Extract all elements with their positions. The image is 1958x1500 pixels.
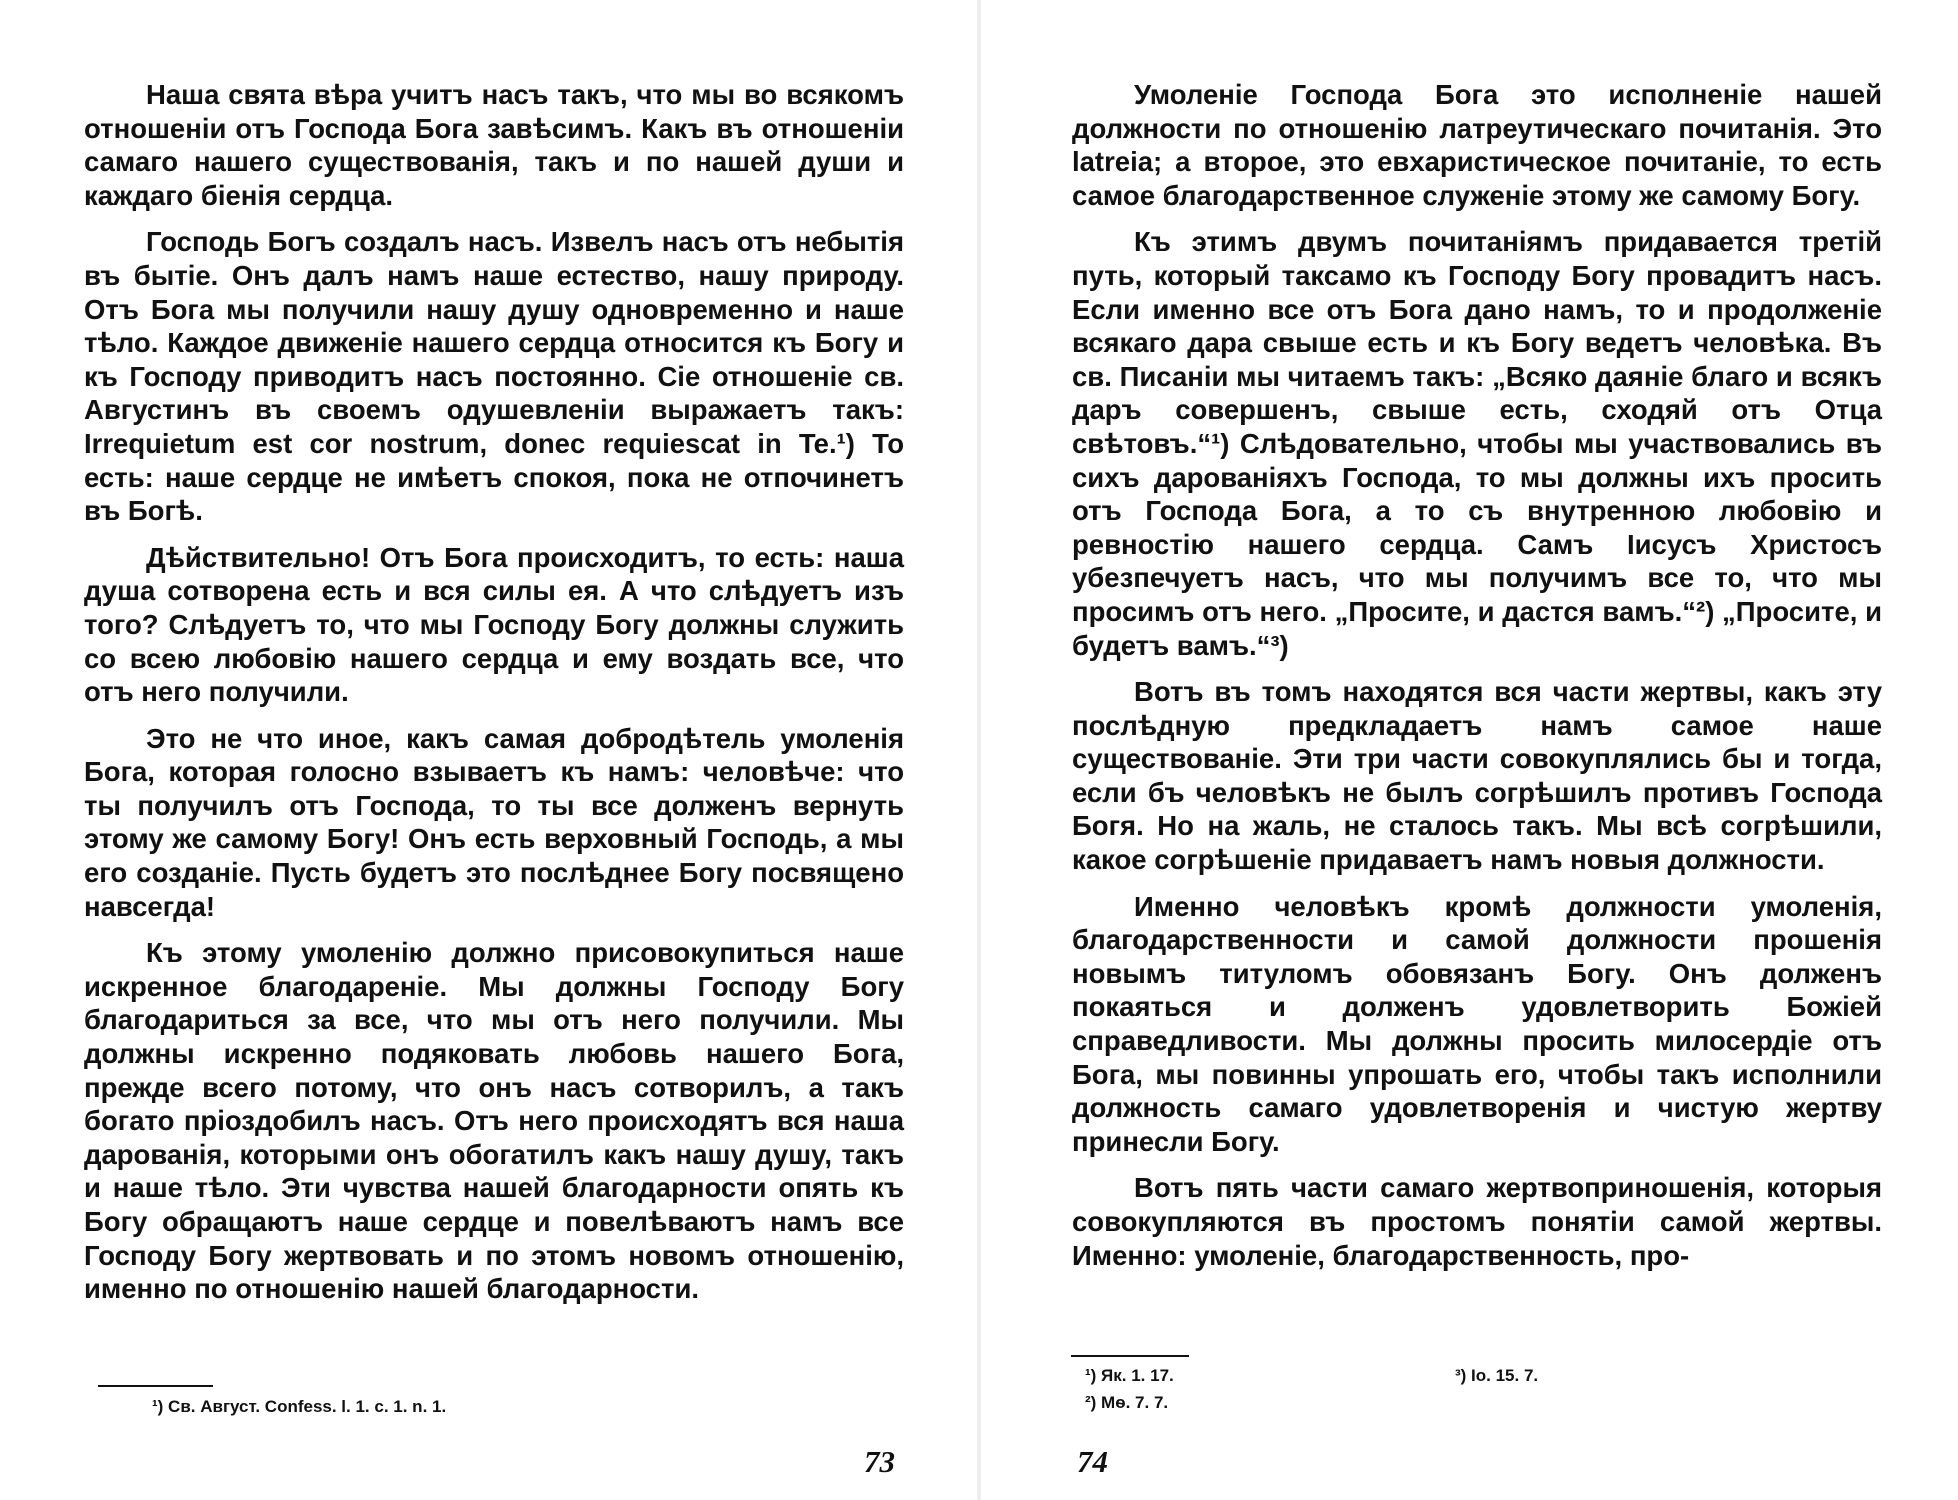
paragraph: Это не что иное, какъ самая добродѣтель умоленія Бога, которая голосно взываетъ къ намъ: человѣче: что ты получилъ отъ Господа, то ты все долженъ вернуть этому же самому Богу! Онъ есть верховный Господь, а мы его созданіе. Пусть будетъ это послѣднее Богу посвящено навсегда! xyxy=(84,722,904,922)
footnote-divider xyxy=(1071,1355,1189,1357)
page-number: 74 xyxy=(1077,1444,1108,1479)
footnote-area xyxy=(152,1393,446,1420)
paragraph: Умоленіе Господа Бога это исполненіе нашей должности по отношенію латреутическаго почитанія. Это latreia; а второе, это евхаристическое почитаніе, то есть самое благодарственное служеніе этому же самому Богу. xyxy=(1072,79,1882,211)
paragraph: Къ этому умоленію должно присовокупиться наше искренное благодареніе. Мы должны Господу Богу благодариться за все, что мы отъ него получили. Мы должны искренно подяковать любовь нашего Бога, прежде всего потому, что онъ насъ сотворилъ, а такъ богато пріоздобилъ насъ. Отъ него происходятъ вся наша дарованія, которыми онъ обогатилъ какъ нашу душу, такъ и наше тѣло. Эти чувства нашей благодарности опять къ Богу обращаютъ наше сердце и повелѣваютъ намъ все Господу Богу жертвовать и по этомъ новомъ отношенію, именно по отношенію нашей благодарности. xyxy=(84,937,904,1305)
left-page-body xyxy=(84,78,904,1319)
footnote-row xyxy=(1085,1362,1645,1389)
footnote-area xyxy=(1085,1362,1645,1416)
right-page xyxy=(979,0,1958,1500)
paragraph: Дѣйствительно! Отъ Бога происходитъ, то есть: наша душа сотворена есть и вся силы ея. А что слѣдуетъ изъ того? Слѣдуетъ то, что мы Господу Богу должны служить со всею любовію нашего сердца и ему воздать все, что отъ него получили. xyxy=(84,541,904,708)
paragraph: Къ этимъ двумъ почитаніямъ придавается третій путь, который таксамо къ Господу Богу провадитъ насъ. Если именно все отъ Бога дано намъ, то и продолженіе всякаго дара свыше есть и къ Богу ведетъ человѣка. Въ св. Писаніи мы читаемъ такъ: „Всяко даяніе благо и всякъ даръ совершенъ, свыше есть, сходяй отъ Отца свѣтовъ.“¹) Слѣдовательно, чтобы мы участвовались въ сихъ дарованіяхъ Господа, то мы должны ихъ просить отъ Господа Бога, а то съ внутренною любовію и ревностію нашего сердца. Самъ Іисусъ Христосъ убезпечуетъ насъ, что мы получимъ все то, что мы просимъ отъ него. „Просите, и дастся вамъ.“²) „Просите, и будетъ вамъ.“³) xyxy=(1072,226,1882,661)
footnote-row xyxy=(1085,1389,1645,1416)
paragraph: Именно человѣкъ кромѣ должности умоленія, благодарственности и самой должности прошенія новымъ титуломъ обовязанъ Богу. Онъ долженъ покаяться и долженъ удовлетворить Божіей справедливости. Мы должны просить милосердіе отъ Бога, мы повинны упрошать его, чтобы такъ исполнили должность самаго удовлетворенія и чистую жертву принесли Богу. xyxy=(1072,890,1882,1157)
right-page-body xyxy=(1072,78,1882,1285)
paragraph: Господь Богъ создалъ насъ. Извелъ насъ отъ небытія въ бытіе. Онъ далъ намъ наше естество, нашу природу. Отъ Бога мы получили нашу душу одновременно и наше тѣло. Каждое движеніе нашего сердца относится къ Богу и къ Господу приводитъ насъ постоянно. Сіе отношеніе св. Августинъ въ своемъ одушевленіи выражаетъ такъ: Irrequietum est cor nostrum, donec requiescat in Te.¹) То есть: наше сердце не имѣетъ спокоя, пока не отпочинетъ въ Богѣ. xyxy=(84,226,904,527)
footnote-divider xyxy=(98,1385,213,1387)
footnote: ¹) Св. Август. Confess. l. 1. c. 1. n. 1. xyxy=(152,1397,447,1416)
footnote: ³) Іо. 15. 7. xyxy=(1455,1366,1539,1385)
paragraph: Вотъ пять части самаго жертвоприношенія, которыя совокупляются въ простомъ понятіи самой жертвы. Именно: умоленіе, благодарственность, про- xyxy=(1072,1172,1882,1271)
paragraph: Вотъ въ томъ находятся вся части жертвы, какъ эту послѣдную предкладаетъ намъ самое наше существованіе. Эти три части совокуплялись бы и тогда, если бъ человѣкъ не былъ согрѣшилъ противъ Господа Богя. Но на жаль, не сталось такъ. Мы всѣ согрѣшили, какое согрѣшеніе придаваетъ намъ новыя должности. xyxy=(1072,676,1882,876)
page-number: 73 xyxy=(864,1444,895,1479)
paragraph: Наша свята вѣра учитъ насъ такъ, что мы во всякомъ отношеніи отъ Господа Бога завѣсимъ. Какъ въ отношеніи самаго нашего существованія, такъ и по нашей души и каждаго біенія сердца. xyxy=(84,79,904,211)
footnote: ¹) Як. 1. 17. xyxy=(1085,1366,1174,1385)
footnote: ²) Мѳ. 7. 7. xyxy=(1085,1393,1169,1412)
